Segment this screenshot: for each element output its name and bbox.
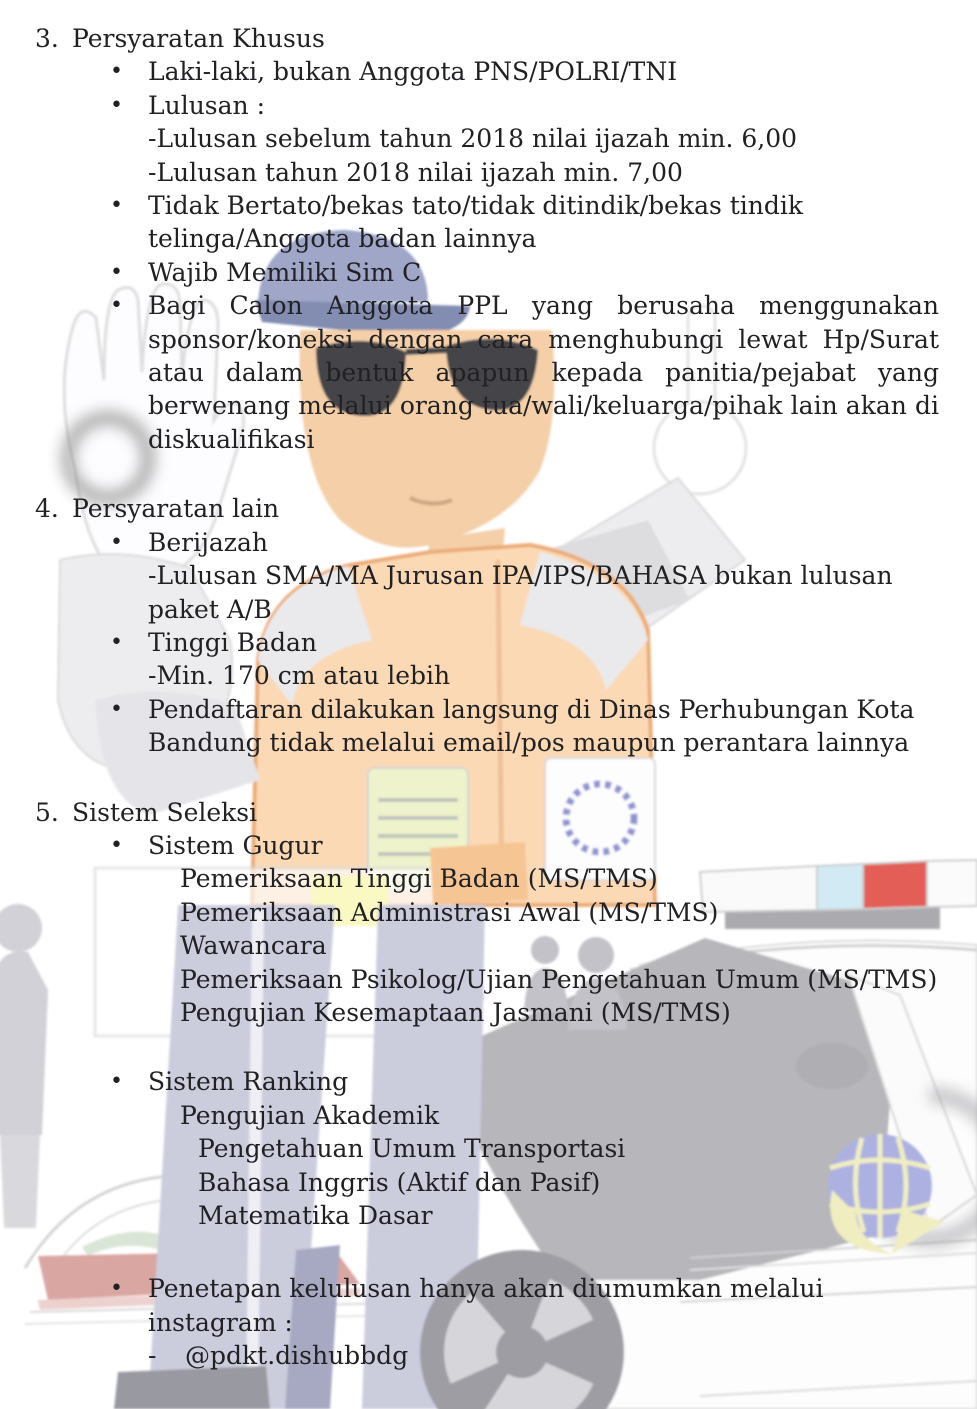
list-item-text: Wajib Memiliki Sim C	[148, 257, 422, 287]
bullet-icon: •	[110, 1276, 123, 1302]
section-number: 3.	[35, 24, 59, 53]
list-item	[110, 626, 939, 659]
selection-substage: Matematika Dasar	[198, 1201, 433, 1230]
selection-stage: Wawancara	[180, 931, 327, 961]
list-item-text: Pendaftaran dilakukan langsung di Dinas Perhubungan Kota	[148, 694, 915, 724]
section-number: 5.	[35, 797, 59, 827]
section-sistem-seleksi	[35, 796, 939, 1373]
selection-substage: Pengetahuan Umum Transportasi	[198, 1134, 626, 1164]
list-item-text: Berijazah	[148, 527, 268, 557]
bullet-icon: •	[110, 696, 123, 722]
list-item	[110, 1065, 939, 1098]
list-item	[110, 693, 939, 726]
selection-stage: Pengujian Akademik	[180, 1100, 440, 1130]
list-item	[110, 829, 939, 862]
section-persyaratan-khusus	[35, 22, 939, 456]
dash-icon: -	[148, 1341, 157, 1371]
list-item-text: sponsor/koneksi dengan cara menghubungi lewat Hp/Surat	[148, 324, 939, 354]
list-item-text: Lulusan :	[148, 90, 266, 120]
list-item-text: Bagi Calon Anggota PPL yang berusaha menggunakan	[148, 291, 939, 321]
list-item-text: diskualifikasi	[148, 424, 315, 454]
selection-stage: Pengujian Kesemaptaan Jasmani (MS/TMS)	[180, 997, 731, 1027]
bullet-icon: •	[110, 629, 123, 655]
instagram-handle-item	[148, 1339, 939, 1372]
bullet-icon: •	[110, 59, 123, 85]
bullet-icon: •	[110, 529, 123, 555]
section-title: Persyaratan lain	[72, 494, 280, 524]
bullet-icon: •	[110, 832, 123, 858]
list-item	[110, 1272, 939, 1305]
list-item	[110, 256, 939, 289]
bullet-icon: •	[110, 259, 123, 285]
sub-item-text: -Lulusan SMA/MA Jurusan IPA/IPS/BAHASA bukan lulusan	[148, 561, 893, 591]
sub-item-text: -Lulusan sebelum tahun 2018 nilai ijazah min. 6,00	[148, 124, 798, 154]
list-item-text: Bandung tidak melalui email/pos maupun perantara lainnya	[148, 728, 910, 758]
selection-stage: Pemeriksaan Administrasi Awal (MS/TMS)	[180, 897, 719, 927]
bullet-icon: •	[110, 193, 123, 219]
selection-stage: Pemeriksaan Psikolog/Ujian Pengetahuan Umum (MS/TMS)	[180, 964, 938, 994]
bullet-icon: •	[110, 293, 123, 319]
list-item-text: Laki-laki, bukan Anggota PNS/POLRI/TNI	[148, 57, 678, 87]
selection-stage: Pemeriksaan Tinggi Badan (MS/TMS)	[180, 864, 658, 894]
list-item	[110, 526, 939, 559]
list-item-text: Tidak Bertato/bekas tato/tidak ditindik/bekas tindik	[148, 191, 804, 221]
sub-item-text: -Lulusan tahun 2018 nilai ijazah min. 7,00	[148, 157, 683, 187]
list-item	[110, 89, 939, 122]
list-item-text: atau dalam bentuk apapun kepada panitia/pejabat yang	[148, 358, 939, 388]
bullet-icon: •	[110, 92, 123, 118]
list-item-text: Sistem Ranking	[148, 1067, 349, 1097]
list-item	[110, 189, 939, 222]
section-title: Sistem Seleksi	[72, 797, 258, 827]
list-item-text: instagram :	[148, 1307, 293, 1337]
section-persyaratan-lain	[35, 492, 939, 759]
sub-item-text: -Min. 170 cm atau lebih	[148, 661, 451, 691]
list-item-text: Sistem Gugur	[148, 830, 323, 860]
section-title: Persyaratan Khusus	[72, 24, 325, 53]
selection-substage: Bahasa Inggris (Aktif dan Pasif)	[198, 1167, 601, 1197]
bullet-icon: •	[110, 1069, 123, 1095]
list-item	[110, 55, 939, 88]
list-item-text: berwenang melalui orang tua/wali/keluarga/pihak lain akan di	[148, 391, 939, 421]
instagram-handle: @pdkt.dishubbdg	[185, 1341, 409, 1371]
section-number: 4.	[35, 494, 59, 524]
list-item	[110, 289, 939, 322]
list-item-text: Penetapan kelulusan hanya akan diumumkan melalui	[148, 1274, 824, 1304]
sub-item-text: paket A/B	[148, 594, 272, 624]
list-item-text: telinga/Anggota badan lainnya	[148, 224, 537, 254]
list-item-text: Tinggi Badan	[148, 627, 318, 657]
